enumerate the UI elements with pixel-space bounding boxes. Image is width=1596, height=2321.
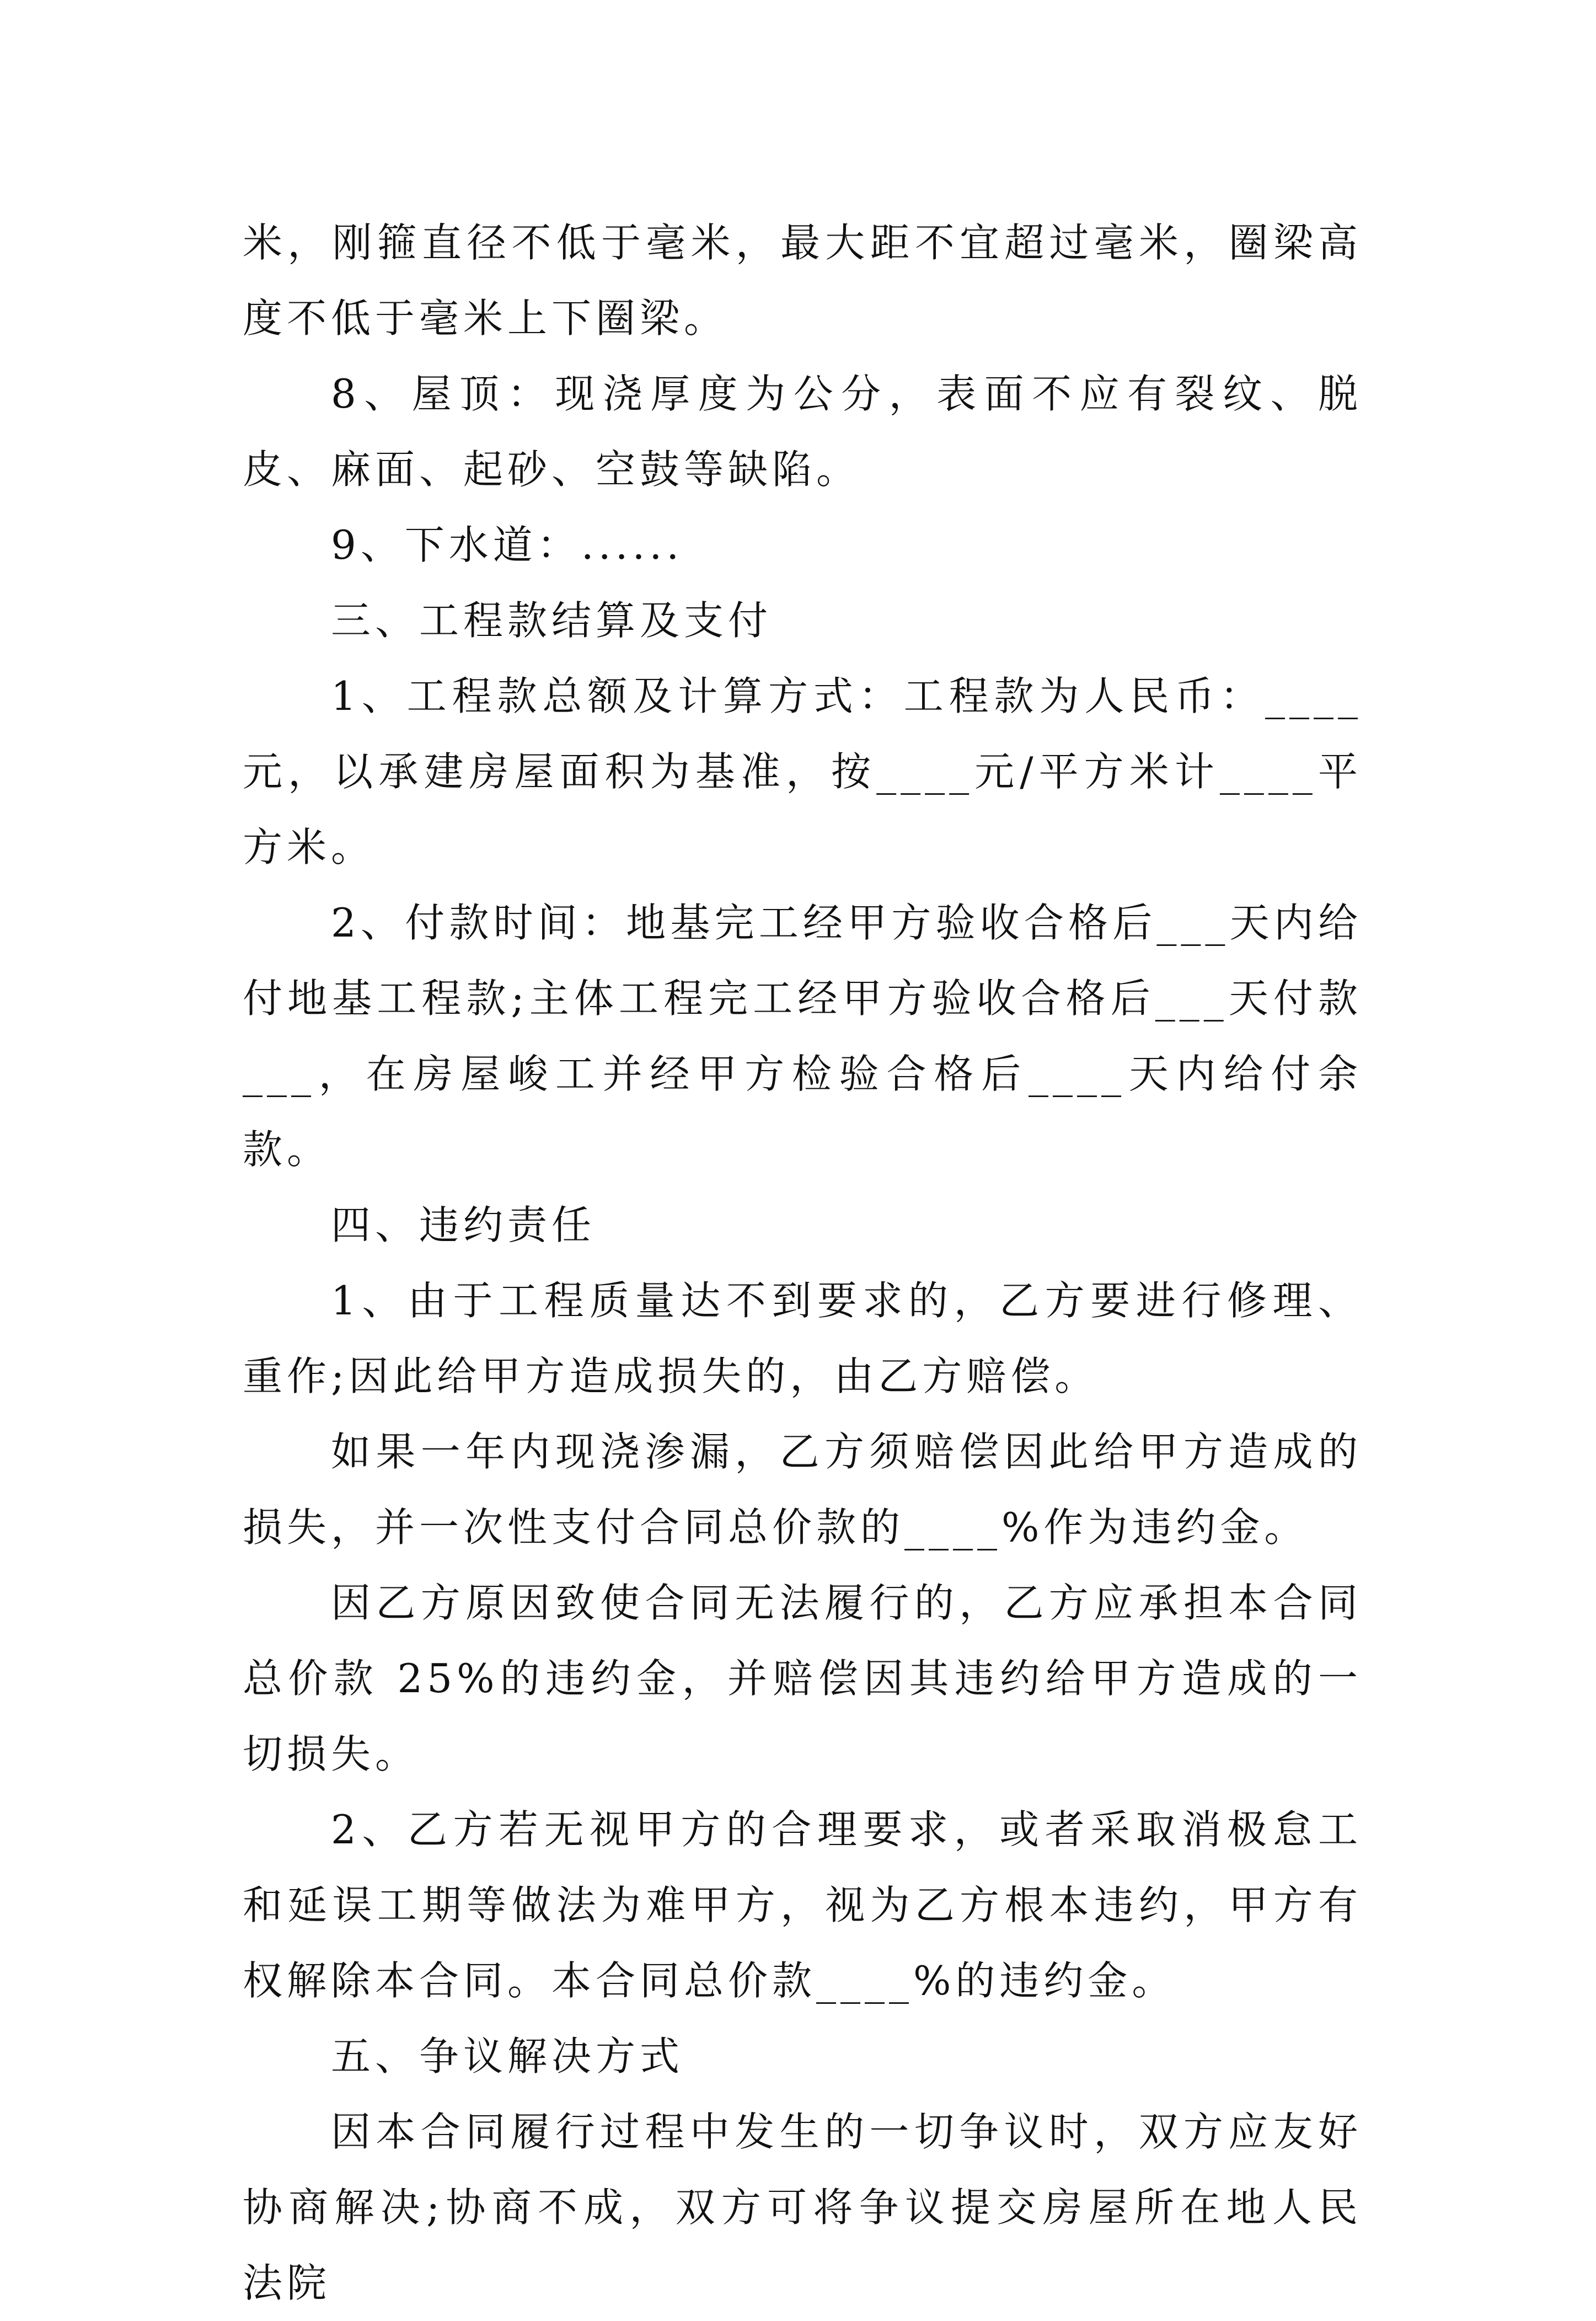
paragraph-total-amount: 1、工程款总额及计算方式：工程款为人民币：____元，以承建房屋面积为基准，按____元/平方米计____平方米。 [243, 673, 1362, 870]
paragraph-nonperformance-penalty: 因乙方原因致使合同无法履行的，乙方应承担本合同总价款 25%的违约金，并赔偿因其违约给甲方造成的一切损失。 [243, 1580, 1362, 1777]
paragraph-quality-liability: 1、由于工程质量达不到要求的，乙方要进行修理、重作;因此给甲方造成损失的，由乙方赔偿。 [243, 1277, 1362, 1399]
paragraph-leak-penalty: 如果一年内现浇渗漏，乙方须赔偿因此给甲方造成的损失，并一次性支付合同总价款的____%作为违约金。 [243, 1429, 1362, 1550]
section-heading-dispute: 五、争议解决方式 [331, 2033, 684, 2079]
paragraph-payment-time: 2、付款时间：地基完工经甲方验收合格后___天内给付地基工程款;主体工程完工经甲方验收合格后___天付款___，在房屋峻工并经甲方检验合格后____天内给付余款。 [243, 900, 1362, 1173]
section-heading-liability: 四、违约责任 [331, 1202, 596, 1248]
document-page [243, 205, 1362, 2321]
section-heading-payment: 三、工程款结算及支付 [331, 597, 773, 644]
paragraph-ring-beam: 米，刚箍直径不低于毫米，最大距不宜超过毫米，圈梁高度不低于毫米上下圈梁。 [243, 220, 1362, 341]
paragraph-sewer: 9、下水道：...... [331, 522, 684, 568]
paragraph-termination: 2、乙方若无视甲方的合理要求，或者采取消极怠工和延误工期等做法为难甲方，视为乙方根本违约，甲方有权解除本合同。本合同总价款____%的违约金。 [243, 1806, 1362, 2004]
paragraph-dispute-resolution: 因本合同履行过程中发生的一切争议时，双方应友好协商解决;协商不成，双方可将争议提交房屋所在地人民法院 [243, 2109, 1362, 2306]
paragraph-roof: 8、屋顶：现浇厚度为公分，表面不应有裂纹、脱皮、麻面、起砂、空鼓等缺陷。 [243, 371, 1362, 493]
